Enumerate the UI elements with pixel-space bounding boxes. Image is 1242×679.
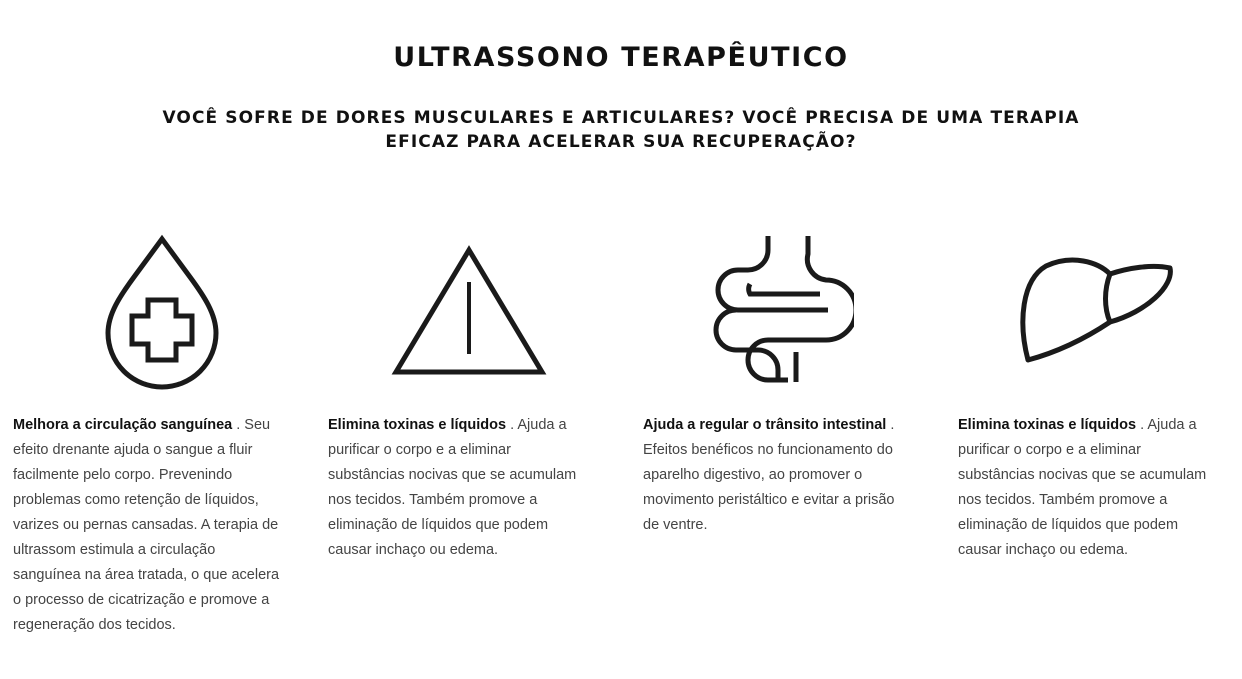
feature-text-line: efeito drenante ajuda o sangue a fluir (13, 442, 253, 458)
feature-toxins-text (328, 413, 603, 563)
feature-text-line: Elimina toxinas e líquidos . Ajuda a (958, 417, 1197, 433)
warning-triangle-icon (390, 242, 550, 378)
feature-text-line: substâncias nocivas que se acumulam (328, 467, 577, 483)
feature-title: Ajuda a regular o trânsito intestinal (643, 417, 887, 433)
feature-text-line: nos tecidos. Também promove a (328, 492, 538, 508)
feature-circulation-text (13, 413, 288, 638)
feature-intestinal-text (643, 413, 918, 538)
feature-text-line: problemas como retenção de líquidos, (13, 492, 259, 508)
feature-toxins-text-2 (958, 413, 1233, 563)
feature-text-line: movimento peristáltico e evitar a prisão (643, 492, 895, 508)
feature-text-line: substâncias nocivas que se acumulam (958, 467, 1207, 483)
feature-title: Elimina toxinas e líquidos (958, 417, 1137, 433)
feature-text-line: purificar o corpo e a eliminar (328, 442, 511, 458)
feature-text-line: Melhora a circulação sanguínea . Seu (13, 417, 271, 433)
feature-text-line: regeneração dos tecidos. (13, 617, 176, 633)
subtitle-line-2: EFICAZ PARA ACELERAR SUA RECUPERAÇÃO? (385, 132, 857, 152)
feature-title: Elimina toxinas e líquidos (328, 417, 507, 433)
feature-text-line: Efeitos benéficos no funcionamento do (643, 442, 893, 458)
page-title: ULTRASSONO TERAPÊUTICO (393, 42, 849, 73)
feature-text-line: purificar o corpo e a eliminar (958, 442, 1141, 458)
feature-text-line: facilmente pelo corpo. Prevenindo (13, 467, 233, 483)
blood-drop-cross-icon (100, 232, 224, 390)
feature-text-line: Ajuda a regular o trânsito intestinal . (643, 417, 895, 433)
feature-title: Melhora a circulação sanguínea (13, 417, 233, 433)
feature-text-line: causar inchaço ou edema. (958, 542, 1129, 558)
page-subtitle (130, 106, 1112, 154)
feature-text-line: eliminação de líquidos que podem (958, 517, 1179, 533)
feature-text-line: o processo de cicatrização e promove a (13, 592, 270, 608)
feature-text-line: sanguínea na área tratada, o que acelera (13, 567, 280, 583)
feature-text-line: ultrassom estimula a circulação (13, 542, 216, 558)
feature-text-line: de ventre. (643, 517, 708, 533)
feature-text-line: varizes ou pernas cansadas. A terapia de (13, 517, 279, 533)
liver-icon (1016, 252, 1178, 368)
feature-text-line: aparelho digestivo, ao promover o (643, 467, 863, 483)
feature-text-line: eliminação de líquidos que podem (328, 517, 549, 533)
intestine-icon (708, 232, 854, 386)
subtitle-line-1: VOCÊ SOFRE DE DORES MUSCULARES E ARTICULARES? VOCÊ PRECISA DE UMA TERAPIA (162, 108, 1080, 128)
feature-text-line: nos tecidos. Também promove a (958, 492, 1168, 508)
feature-text-line: Elimina toxinas e líquidos . Ajuda a (328, 417, 567, 433)
feature-text-line: causar inchaço ou edema. (328, 542, 499, 558)
